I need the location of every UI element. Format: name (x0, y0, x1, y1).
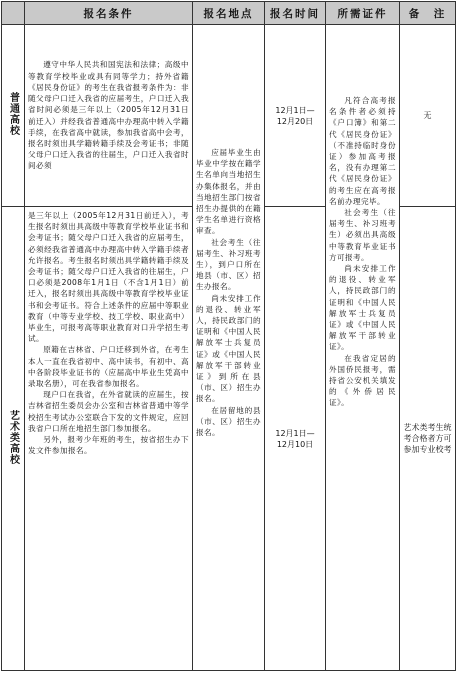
location-paragraph: 尚未安排工作的退役、转业军人，持民政部门的证明和《中国人民解放军士兵复员证》或《中国人民解放军干部转业证》到所在县（市、区）招生办报名。 (196, 293, 261, 404)
header-category (2, 2, 25, 25)
documents-paragraph: 社会考生（往届考生、补习班考生）必须出具高级中等教育毕业证书方可报考。 (329, 208, 396, 262)
conditions-cell (25, 25, 193, 207)
remarks-cell (400, 207, 456, 671)
header-remarks: 备 注 (400, 2, 456, 25)
documents-paragraph: 尚未安排工作的退役、转业军人，持民政部门的证明和《中国人民解放军士兵复员证》或《中国人民解放军干部转业证》。 (329, 264, 396, 352)
condition-paragraph: 现户口在我省，在外省就读的应届生，按吉林省招生委员会办公室和吉林省普通中等学校招生考试办公室联合下发的文件规定，应回我省户口所在地招生部门参加报名。 (28, 390, 189, 433)
documents-cell (326, 25, 400, 671)
condition-paragraph: 遵守中华人民共和国宪法和法律；高级中等教育学校毕业或具有同等学力；持外省籍《居民身份证》的考生在我省报考条件为：非随父母户口迁入我省的应届考生，户口迁入我省时间必须是三年以上（2005年12月31日前迁入）并经我省普通高中办理高中转入学籍手续，在我省高中就读，参加我省高中会考，报名时须出具学籍转籍手续及会考证书；非随父母户口迁入我省的往届生，户口迁入我省时间必须 (28, 60, 189, 171)
documents-paragraph: 凡符合高考报名条件者必须持《户口簿》和第二代《居民身份证》（不准持临时身份证）参加高考报名，没有办理第二代《居民身份证》的考生应在高考报名前办理完毕。 (329, 96, 396, 206)
remarks-cell (400, 25, 456, 207)
location-paragraph: 应届毕业生由毕业中学按在籍学生名单向当地招生办集体报名，并由当地招生部门按省招生办提供的在籍学生名单进行资格审查。 (196, 148, 261, 236)
time-end: 12月10日 (276, 439, 314, 449)
condition-paragraph: 是三年以上（2005年12月31日前迁入），考生报名时须出具高级中等教育学校毕业证书和会考证书；随父母户口迁入我省的应届考生，必须经我省普通高中办理高中转入学籍手续者允许报名。考生报名时须出具学籍转籍手续及会考证书；随父母户口迁入我省的往届生，户口必须是2008年1月1日（不含1月1日）前迁入，报名时须出具高级中等教育学校毕业证书和会考证书。符合上述条件的应届中等职业教育（中等专业学校、技工学校、职业高中）毕业生，可报考高等职业教育对口升学招生考试。 (28, 211, 189, 344)
location-cell (193, 25, 265, 671)
category-label: 艺术类高校 (7, 409, 19, 465)
time-cell (265, 25, 326, 207)
time-cell (265, 207, 326, 671)
conditions-cell (25, 207, 193, 671)
header-location: 报名地点 (193, 2, 265, 25)
category-cell (2, 207, 25, 671)
documents-paragraph: 在我省定居的外国侨民报考，需持省公安机关填发的《外侨居民证》。 (329, 353, 396, 408)
remarks-text: 无 (423, 111, 432, 120)
header-documents: 所需证件 (326, 2, 400, 25)
header-conditions: 报名条件 (25, 2, 193, 25)
condition-paragraph: 另外，报考少年班的考生，按省招生办下发文件参加报名。 (28, 435, 189, 456)
table-header-row (2, 2, 456, 25)
category-cell (2, 25, 25, 207)
location-paragraph: 在居留地的县（市、区）招生办报名。 (196, 405, 261, 438)
registration-table (1, 1, 456, 671)
time-start: 12月1日— (275, 428, 315, 438)
header-time: 报名时间 (265, 2, 326, 25)
location-paragraph: 社会考生（往届考生、补习班考生），到户口所在地县（市、区）招生办报名。 (196, 237, 261, 292)
remarks-text: 艺术类考生统考合格者方可参加专业校考 (403, 423, 452, 454)
table-row (2, 25, 456, 207)
time-start: 12月1日— (275, 105, 315, 115)
time-end: 12月20日 (276, 116, 314, 126)
category-label: 普通高校 (7, 92, 19, 136)
condition-paragraph: 原籍在吉林省、户口迁移到外省，在考生本人一直在我省初中、高中读书，有初中、高中各阶段毕业证书的（应届高中毕业生凭高中录取名册），可在我省参加报名。 (28, 345, 189, 389)
